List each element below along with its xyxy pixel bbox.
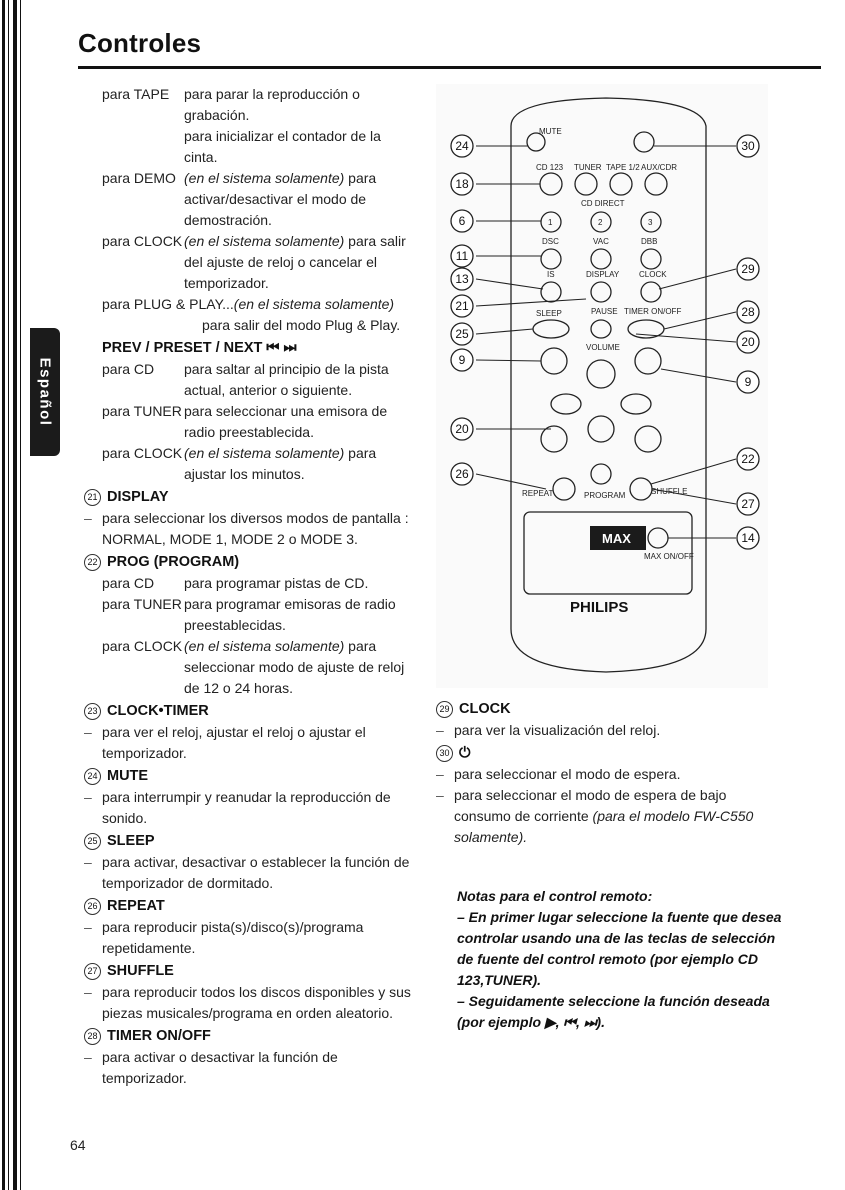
callout-label-left-8: 20	[455, 422, 469, 436]
timer-label: TIMER ON/OFF	[624, 307, 682, 316]
demo-row	[84, 168, 424, 231]
clock-value: para salir del ajuste de reloj o cancelar el temporizador.	[184, 233, 406, 291]
dbb-label: DBB	[641, 237, 658, 246]
prev-clock-key: para CLOCK	[102, 445, 183, 461]
page-number: 64	[70, 1137, 86, 1153]
remote-control-diagram	[436, 84, 768, 688]
prog-cd-value: para programar pistas de CD.	[184, 575, 369, 591]
mute-desc: – para interrumpir y reanudar la reproducción de sonido.	[84, 787, 424, 829]
notes-line1: – En primer lugar seleccione la fuente que desea controlar usando una de las teclas de selección de fuente del control remoto (por ejemplo CD 123,TUNER).	[457, 909, 782, 988]
clock-timer-heading	[84, 701, 424, 722]
cd123-label: CD 123	[536, 163, 564, 172]
timer-desc-text: para activar o desactivar la función de temporizador.	[102, 1049, 338, 1086]
callout-label-right-5: 22	[741, 452, 755, 466]
repeat-heading	[84, 896, 424, 917]
left-column	[84, 84, 424, 1089]
mute-label: MUTE	[539, 127, 562, 136]
power-icon: ⏻	[459, 745, 471, 761]
display-heading	[84, 487, 424, 508]
mute-heading	[84, 766, 424, 787]
page-title: Controles	[78, 28, 202, 58]
language-tab	[30, 328, 60, 456]
repeat-number: 26	[84, 898, 101, 915]
power-button	[634, 132, 654, 152]
shuffle-title: SHUFFLE	[107, 963, 174, 979]
shuffle-desc: – para reproducir todos los discos disponibles y sus piezas musicales/programa en orden aleatorio.	[84, 982, 424, 1024]
display-desc-text: para seleccionar los diversos modos de pantalla : NORMAL, MODE 1, MODE 2 o MODE 3.	[102, 510, 409, 547]
callout-label-left-4: 13	[455, 272, 469, 286]
prev-clock-value: para ajustar los minutos.	[184, 445, 377, 482]
clock-timer-desc: – para ver el reloj, ajustar el reloj o ajustar el temporizador.	[84, 722, 424, 764]
clock-title: CLOCK	[459, 701, 511, 717]
clock-timer-title: CLOCK•TIMER	[107, 703, 209, 719]
callout-label-left-5: 21	[455, 299, 469, 313]
key-1-label: 1	[548, 218, 553, 227]
prev-tuner-row	[84, 401, 424, 443]
right-column	[436, 697, 776, 848]
clock-key: para CLOCK	[102, 233, 183, 249]
mute-number: 24	[84, 768, 101, 785]
sleep-desc-text: para activar, desactivar o establecer la función de temporizador de dormitado.	[102, 854, 410, 891]
tape12-label: TAPE 1/2	[606, 163, 640, 172]
plug-row	[84, 294, 424, 315]
prog-cd-row	[84, 573, 424, 594]
callout-label-left-7: 9	[458, 353, 466, 367]
clock-heading	[436, 699, 776, 720]
clock-row	[84, 231, 424, 294]
prog-clock-key: para CLOCK	[102, 638, 183, 654]
prev-tuner-value: para seleccionar una emisora de radio preestablecida.	[184, 403, 388, 440]
notes-line2: – Seguidamente seleccione la función deseada (por ejemplo ▶, ⏮, ⏭).	[457, 993, 770, 1030]
callout-label-right-2: 28	[741, 305, 755, 319]
timer-desc: – para activar o desactivar la función de temporizador.	[84, 1047, 424, 1089]
prog-cd-key: para CD	[102, 575, 155, 591]
repeat-label: REPEAT	[522, 489, 554, 498]
callout-label-right-6: 27	[741, 497, 755, 511]
sleep-title: SLEEP	[107, 833, 155, 849]
aux-label: AUX/CDR	[641, 163, 678, 172]
notes-title: Notas para el control remoto:	[457, 888, 653, 904]
clock-desc: – para ver la visualización del reloj.	[436, 720, 776, 741]
mute-title: MUTE	[107, 768, 149, 784]
shuffle-number: 27	[84, 963, 101, 980]
program-label: PROGRAM	[584, 491, 626, 500]
callout-label-left-3: 11	[455, 249, 469, 263]
clock-number: 29	[436, 701, 453, 718]
callout-label-right-7: 14	[741, 531, 755, 545]
callout-label-right-1: 29	[741, 262, 755, 276]
tape-key: para TAPE	[102, 86, 170, 102]
callout-label-left-6: 25	[455, 327, 469, 341]
callout-label-left-0: 24	[455, 139, 469, 153]
clock-timer-number: 23	[84, 703, 101, 720]
timer-title: TIMER ON/OFF	[107, 1028, 211, 1044]
power-heading	[436, 743, 776, 764]
prog-heading	[84, 552, 424, 573]
repeat-desc-text: para reproducir pista(s)/disco(s)/programa repetidamente.	[102, 919, 364, 956]
power-desc1: – para seleccionar el modo de espera.	[436, 764, 776, 785]
callout-label-right-0: 30	[741, 139, 755, 153]
callout-label-right-3: 20	[741, 335, 755, 349]
volume-label: VOLUME	[586, 343, 620, 352]
tape-row	[84, 84, 424, 126]
shuffle-label: SHUFFLE	[651, 487, 688, 496]
power-desc2: – para seleccionar el modo de espera de bajo consumo de corriente (para el modelo FW-C550 solamente).	[436, 787, 754, 845]
dsc-label: DSC	[542, 237, 559, 246]
pause-label: PAUSE	[591, 307, 618, 316]
display-title: DISPLAY	[107, 489, 169, 505]
clock-label: CLOCK	[639, 270, 667, 279]
max-onoff-label: MAX ON/OFF	[644, 552, 694, 561]
prog-clock-note: (en el sistema solamente)	[184, 638, 345, 654]
tape2-value: para inicializar el contador de la cinta.	[184, 128, 381, 165]
max-button	[648, 528, 668, 548]
prog-title: PROG (PROGRAM)	[107, 554, 240, 570]
prev-cd-row	[84, 359, 424, 401]
prog-clock-value: para seleccionar modo de ajuste de reloj de 12 o 24 horas.	[184, 638, 405, 696]
tuner-label: TUNER	[574, 163, 602, 172]
page-binding-edge	[0, 0, 24, 1190]
sleep-desc: – para activar, desactivar o establecer la función de temporizador de dormitado.	[84, 852, 424, 894]
volume-down-button	[541, 348, 567, 374]
tape2-row	[84, 126, 424, 168]
callout-label-left-2: 6	[458, 214, 466, 228]
prog-tuner-row	[84, 594, 424, 636]
volume-up-button	[635, 348, 661, 374]
key-2-label: 2	[598, 218, 603, 227]
display-label: DISPLAY	[586, 270, 620, 279]
prev-preset-next-heading: PREV / PRESET / NEXT ⏮ ⏭	[102, 340, 297, 356]
tape-value: para parar la reproducción o grabación.	[184, 86, 360, 123]
power-desc2-text: para seleccionar el modo de espera de bajo consumo de corriente	[454, 787, 727, 824]
sleep-heading	[84, 831, 424, 852]
repeat-desc: – para reproducir pista(s)/disco(s)/programa repetidamente.	[84, 917, 424, 959]
timer-heading	[84, 1026, 424, 1047]
timer-number: 28	[84, 1028, 101, 1045]
plug-value: para salir del modo Plug & Play.	[202, 317, 401, 333]
prev-clock-note: (en el sistema solamente)	[184, 445, 345, 461]
prev-cd-key: para CD	[102, 361, 155, 377]
demo-value: para activar/desactivar el modo de demostración.	[184, 170, 377, 228]
callout-label-right-4: 9	[744, 375, 752, 389]
callout-label-left-1: 18	[455, 177, 469, 191]
sleep-label: SLEEP	[536, 309, 562, 318]
shuffle-desc-text: para reproducir todos los discos disponibles y sus piezas musicales/programa en orden aleatorio.	[102, 984, 411, 1021]
power-desc2-note: (para el modelo FW-C550 solamente).	[454, 808, 754, 845]
is-label: IS	[547, 270, 555, 279]
clock-note: (en el sistema solamente)	[184, 233, 345, 249]
power-desc1-text: para seleccionar el modo de espera.	[454, 766, 681, 782]
repeat-title: REPEAT	[107, 898, 165, 914]
clock-desc-text: para ver la visualización del reloj.	[454, 722, 661, 738]
clock-timer-desc-text: para ver el reloj, ajustar el reloj o ajustar el temporizador.	[102, 724, 366, 761]
mute-desc-text: para interrumpir y reanudar la reproducción de sonido.	[102, 789, 391, 826]
prog-tuner-value: para programar emisoras de radio preestablecidas.	[184, 596, 396, 633]
callout-label-left-9: 26	[455, 467, 469, 481]
power-number: 30	[436, 745, 453, 762]
key-3-label: 3	[648, 218, 653, 227]
display-desc: – para seleccionar los diversos modos de pantalla : NORMAL, MODE 1, MODE 2 o MODE 3.	[84, 508, 424, 550]
demo-key: para DEMO	[102, 170, 176, 186]
sleep-number: 25	[84, 833, 101, 850]
prev-cd-value: para saltar al principio de la pista actual, anterior o siguiente.	[184, 361, 389, 398]
max-logo-text: MAX	[602, 531, 631, 546]
demo-note: (en el sistema solamente)	[184, 170, 345, 186]
play-button	[587, 360, 615, 388]
remote-notes	[457, 886, 787, 1033]
prev-tuner-key: para TUNER	[102, 403, 182, 419]
language-tab-label: Español	[36, 357, 54, 427]
cd-direct-label: CD DIRECT	[581, 199, 625, 208]
plug-note: (en el sistema solamente)	[233, 296, 395, 312]
shuffle-heading	[84, 961, 424, 982]
vac-label: VAC	[593, 237, 609, 246]
prog-number: 22	[84, 554, 101, 571]
title-rule	[78, 66, 821, 69]
plug-key: para PLUG & PLAY...	[102, 296, 234, 312]
prog-clock-row	[84, 636, 424, 699]
philips-brand: PHILIPS	[570, 599, 629, 616]
display-number: 21	[84, 489, 101, 506]
prev-clock-row	[84, 443, 424, 485]
prog-tuner-key: para TUNER	[102, 596, 182, 612]
